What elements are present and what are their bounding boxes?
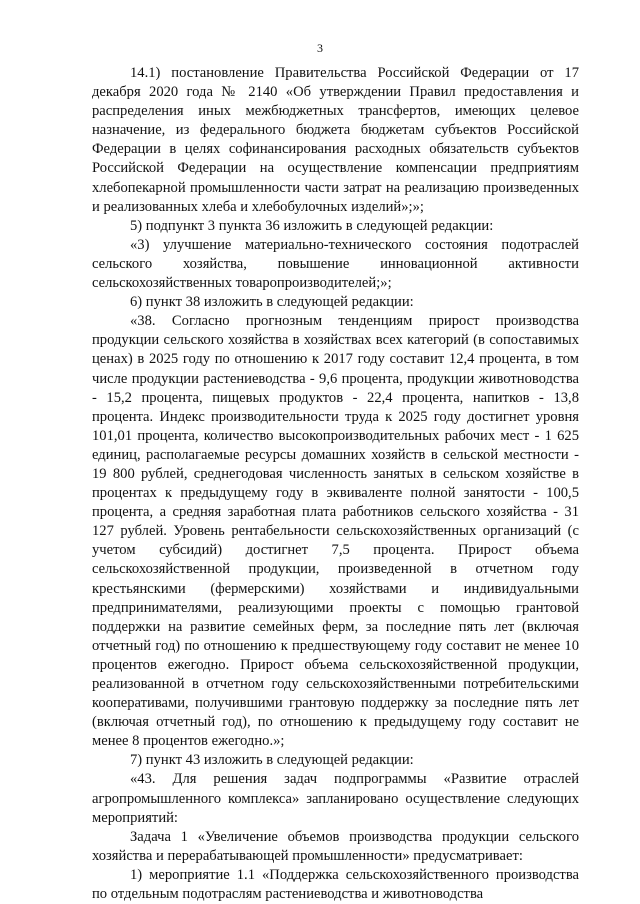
paragraph-task-1: Задача 1 «Увеличение объемов производства продукции сельского хозяйства и перерабатывающей промышленности» предусматривает: [92, 828, 579, 864]
paragraph-item-7: 7) пункт 43 изложить в следующей редакции: [130, 752, 414, 769]
paragraph-14-1: 14.1) постановление Правительства Российской Федерации от 17 декабря 2020 года № 2140 «Об утверждении Правил предоставления и распределения иных межбюджетных трансфертов, имеющих целевое назначение, из федерального бюджета бюджетам субъектов Российской Федерации в целях софинансирования расходных обязательств субъектов Российской Федерации на осуществление компенсации предприятиям хлебопекарной промышленности части затрат на реализацию произведенных и реализованных хлеба и хлебобулочных изделий»;»; [92, 65, 579, 215]
paragraph-measure-1-1: 1) мероприятие 1.1 «Поддержка сельскохозяйственного производства по отдельным подотраслям растениеводства и животноводства [92, 866, 579, 903]
paragraph-43-text: «43. Для решения задач подпрограммы «Развитие отраслей агропромышленного комплекса» запланировано осуществление следующих мероприятий: [92, 771, 579, 826]
paragraph-subitem-3-text: «3) улучшение материально-технического состояния подотраслей сельского хозяйства, повышение инновационной активности сельскохозяйственных товаропроизводителей;»; [92, 236, 579, 292]
paragraph-item-6: 6) пункт 38 изложить в следующей редакции: [130, 294, 414, 311]
paragraph-38-text: «38. Согласно прогнозным тенденциям прирост производства продукции сельского хозяйства в хозяйствах всех категорий (в сопоставимых ценах) в 2025 году по отношению к 2017 году составит 12,4 процента, в том числе продукции растениеводства - 9,6 процента, продукции животноводства - 15,2 процента, пищевых продуктов - 22,4 процента, напитков - 13,8 процента. Индекс производительности труда к 2025 году достигнет уровня 101,01 процента, количество высокопроизводительных рабочих мест - 1 625 единиц, располагаемые ресурсы домашних хозяйств в сельской местности - 19 800 рублей, среднегодовая численность занятых в сельском хозяйстве в процентах к предыдущему году в эквиваленте полной занятости - 100,5 процента, а средняя заработная плата работников сельского хозяйства - 31 127 рублей. Уровень рентабельности сельскохозяйственных организаций (с учетом субсидий) достигнет 7,5 процента. Прирост объема сельскохозяйственной продукции, произведенной в отчетном году крестьянскими (фермерскими) хозяйствами и индивидуальными предпринимателями, реализующими проекты с помощью грантовой поддержки на развитие семейных ферм, за последние пять лет (включая отчетный год) по отношению к предшествующему году составит не менее 10 процентов ежегодно. Прирост объема сельскохозяйственной продукции, реализованной в отчетном году сельскохозяйственными потребительскими кооперативами, получившими грантовую поддержку за последние пять лет (включая отчетный год), по отношению к предыдущему году составит не менее 8 процентов ежегодно.»; [92, 313, 579, 750]
paragraph-item-5: 5) подпункт 3 пункта 36 изложить в следующей редакции: [130, 217, 494, 234]
page-number: 3 [317, 41, 323, 55]
document-body [92, 64, 579, 904]
